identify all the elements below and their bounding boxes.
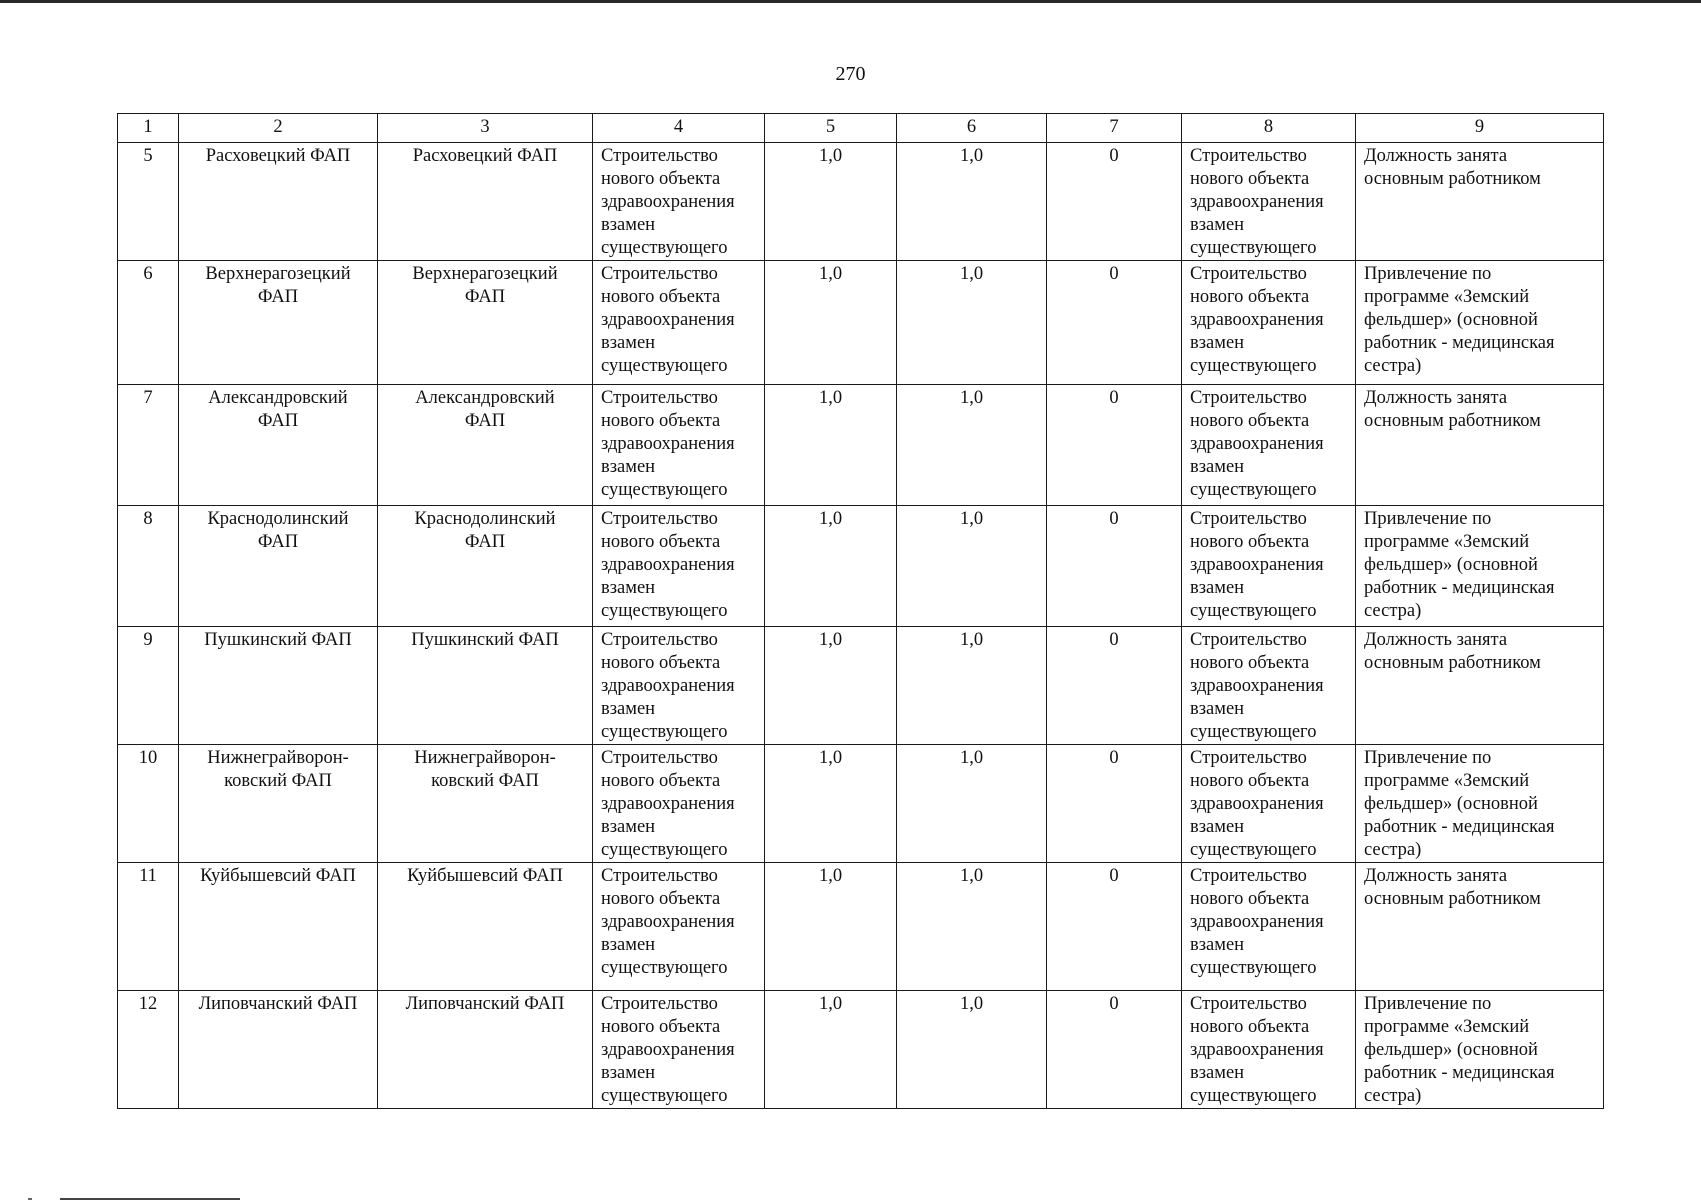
table-row — [118, 991, 1604, 1109]
name-cell — [179, 745, 378, 863]
value-cell-6 — [897, 745, 1047, 863]
row-number-cell — [118, 385, 179, 506]
facility-name: Александровский ФАП — [415, 388, 555, 431]
note-cell — [1356, 261, 1604, 385]
row-number-cell — [118, 261, 179, 385]
settlement-name: Краснодолинский ФАП — [207, 509, 349, 552]
action-text: Строительство нового объекта здравоохранения взамен существующего — [601, 264, 735, 376]
facility-name: Краснодолинский ФАП — [414, 509, 556, 552]
row-number-cell — [118, 863, 179, 991]
value-cell-5 — [765, 863, 897, 991]
plan-cell — [1182, 863, 1356, 991]
value-7: 0 — [1109, 146, 1119, 166]
action-cell — [593, 506, 765, 627]
value-cell-5 — [765, 627, 897, 745]
facility-cell — [378, 385, 593, 506]
facility-cell — [378, 745, 593, 863]
settlement-name: Куйбышевсий ФАП — [200, 866, 356, 886]
note-text: Привлечение по программе «Земский фельдшер» (основной работник - медицинская сестра) — [1364, 264, 1555, 376]
plan-text: Строительство нового объекта здравоохранения взамен существующего — [1190, 748, 1324, 860]
table-row — [118, 627, 1604, 745]
table-row — [118, 745, 1604, 863]
note-text: Должность занята основным работником — [1364, 866, 1541, 909]
settlement-name: Нижнеграйворон- ковский ФАП — [207, 748, 349, 791]
facility-cell — [378, 261, 593, 385]
action-cell — [593, 627, 765, 745]
facility-cell — [378, 506, 593, 627]
row-number-cell — [118, 143, 179, 261]
name-cell — [179, 506, 378, 627]
name-cell — [179, 991, 378, 1109]
plan-text: Строительство нового объекта здравоохранения взамен существующего — [1190, 630, 1324, 742]
value-cell-7 — [1047, 261, 1182, 385]
action-text: Строительство нового объекта здравоохранения взамен существующего — [601, 748, 735, 860]
row-number-cell — [118, 745, 179, 863]
value-cell-5 — [765, 143, 897, 261]
plan-cell — [1182, 627, 1356, 745]
note-cell — [1356, 506, 1604, 627]
column-header: 3 — [378, 114, 593, 143]
value-6: 1,0 — [959, 264, 984, 284]
facility-cell — [378, 627, 593, 745]
action-cell — [593, 745, 765, 863]
value-7: 0 — [1109, 388, 1119, 408]
note-text: Привлечение по программе «Земский фельдшер» (основной работник - медицинская сестра) — [1364, 994, 1555, 1106]
note-cell — [1356, 745, 1604, 863]
settlement-name: Александровский ФАП — [208, 388, 348, 431]
value-5: 1,0 — [818, 748, 843, 768]
note-cell — [1356, 991, 1604, 1109]
value-cell-6 — [897, 385, 1047, 506]
row-number-cell — [118, 991, 179, 1109]
value-cell-5 — [765, 385, 897, 506]
value-5: 1,0 — [818, 264, 843, 284]
value-cell-5 — [765, 261, 897, 385]
facility-cell — [378, 863, 593, 991]
facility-name: Нижнеграйворон- ковский ФАП — [414, 748, 556, 791]
facility-cell — [378, 991, 593, 1109]
plan-cell — [1182, 143, 1356, 261]
column-header: 8 — [1182, 114, 1356, 143]
settlement-name: Липовчанский ФАП — [198, 994, 358, 1014]
facility-name: Куйбышевсий ФАП — [407, 866, 563, 886]
name-cell — [179, 863, 378, 991]
note-cell — [1356, 863, 1604, 991]
table-row — [118, 863, 1604, 991]
name-cell — [179, 143, 378, 261]
plan-text: Строительство нового объекта здравоохранения взамен существующего — [1190, 264, 1324, 376]
facility-name: Пушкинский ФАП — [411, 630, 559, 650]
action-cell — [593, 385, 765, 506]
plan-cell — [1182, 506, 1356, 627]
settlement-name: Пушкинский ФАП — [204, 630, 352, 650]
value-7: 0 — [1109, 994, 1119, 1014]
settlement-name: Верхнерагозецкий ФАП — [205, 264, 351, 307]
value-cell-5 — [765, 745, 897, 863]
value-cell-7 — [1047, 991, 1182, 1109]
facilities-table — [117, 113, 1604, 1109]
value-cell-6 — [897, 627, 1047, 745]
value-5: 1,0 — [818, 509, 843, 529]
column-header: 2 — [179, 114, 378, 143]
note-text: Привлечение по программе «Земский фельдшер» (основной работник - медицинская сестра) — [1364, 509, 1555, 621]
column-header: 6 — [897, 114, 1047, 143]
facility-name: Расховецкий ФАП — [412, 146, 558, 166]
value-cell-6 — [897, 506, 1047, 627]
table-row — [118, 506, 1604, 627]
facility-name: Липовчанский ФАП — [405, 994, 565, 1014]
row-number-cell — [118, 506, 179, 627]
plan-text: Строительство нового объекта здравоохранения взамен существующего — [1190, 509, 1324, 621]
header-row — [118, 114, 1604, 143]
row-number: 10 — [138, 748, 158, 768]
action-text: Строительство нового объекта здравоохранения взамен существующего — [601, 509, 735, 621]
value-cell-5 — [765, 506, 897, 627]
value-6: 1,0 — [959, 748, 984, 768]
value-6: 1,0 — [959, 630, 984, 650]
action-cell — [593, 863, 765, 991]
note-text: Привлечение по программе «Земский фельдшер» (основной работник - медицинская сестра) — [1364, 748, 1555, 860]
value-7: 0 — [1109, 630, 1119, 650]
scan-edge — [0, 0, 1701, 3]
value-cell-7 — [1047, 745, 1182, 863]
value-5: 1,0 — [818, 866, 843, 886]
column-header: 9 — [1356, 114, 1604, 143]
table-row — [118, 385, 1604, 506]
value-cell-7 — [1047, 385, 1182, 506]
note-cell — [1356, 385, 1604, 506]
name-cell — [179, 261, 378, 385]
action-text: Строительство нового объекта здравоохранения взамен существующего — [601, 146, 735, 258]
note-cell — [1356, 627, 1604, 745]
value-cell-7 — [1047, 506, 1182, 627]
row-number: 5 — [143, 146, 153, 166]
action-cell — [593, 261, 765, 385]
value-5: 1,0 — [818, 630, 843, 650]
value-cell-7 — [1047, 863, 1182, 991]
table-row — [118, 143, 1604, 261]
value-cell-6 — [897, 143, 1047, 261]
action-text: Строительство нового объекта здравоохранения взамен существующего — [601, 630, 735, 742]
value-7: 0 — [1109, 748, 1119, 768]
row-number: 12 — [138, 994, 158, 1014]
action-text: Строительство нового объекта здравоохранения взамен существующего — [601, 866, 735, 978]
page-number: 270 — [835, 63, 866, 85]
facility-name: Верхнерагозецкий ФАП — [412, 264, 558, 307]
note-text: Должность занята основным работником — [1364, 146, 1541, 189]
value-cell-7 — [1047, 143, 1182, 261]
value-cell-6 — [897, 261, 1047, 385]
plan-text: Строительство нового объекта здравоохранения взамен существующего — [1190, 388, 1324, 500]
plan-cell — [1182, 385, 1356, 506]
name-cell — [179, 385, 378, 506]
row-number: 7 — [143, 388, 153, 408]
value-7: 0 — [1109, 509, 1119, 529]
value-6: 1,0 — [959, 509, 984, 529]
row-number: 6 — [143, 264, 153, 284]
value-cell-7 — [1047, 627, 1182, 745]
row-number: 11 — [139, 866, 157, 886]
action-cell — [593, 991, 765, 1109]
row-number-cell — [118, 627, 179, 745]
row-number: 9 — [143, 630, 153, 650]
row-number: 8 — [143, 509, 153, 529]
column-header: 7 — [1047, 114, 1182, 143]
name-cell — [179, 627, 378, 745]
value-cell-6 — [897, 991, 1047, 1109]
column-header: 1 — [118, 114, 179, 143]
value-6: 1,0 — [959, 994, 984, 1014]
column-header: 5 — [765, 114, 897, 143]
plan-cell — [1182, 991, 1356, 1109]
plan-text: Строительство нового объекта здравоохранения взамен существующего — [1190, 146, 1324, 258]
settlement-name: Расховецкий ФАП — [205, 146, 351, 166]
value-6: 1,0 — [959, 388, 984, 408]
column-header: 4 — [593, 114, 765, 143]
action-text: Строительство нового объекта здравоохранения взамен существующего — [601, 994, 735, 1106]
value-6: 1,0 — [959, 146, 984, 166]
plan-cell — [1182, 745, 1356, 863]
value-7: 0 — [1109, 264, 1119, 284]
action-text: Строительство нового объекта здравоохранения взамен существующего — [601, 388, 735, 500]
plan-cell — [1182, 261, 1356, 385]
action-cell — [593, 143, 765, 261]
note-text: Должность занята основным работником — [1364, 630, 1541, 673]
value-7: 0 — [1109, 866, 1119, 886]
plan-text: Строительство нового объекта здравоохранения взамен существующего — [1190, 994, 1324, 1106]
table-row — [118, 261, 1604, 385]
note-cell — [1356, 143, 1604, 261]
value-5: 1,0 — [818, 994, 843, 1014]
value-cell-6 — [897, 863, 1047, 991]
value-6: 1,0 — [959, 866, 984, 886]
plan-text: Строительство нового объекта здравоохранения взамен существующего — [1190, 866, 1324, 978]
value-5: 1,0 — [818, 146, 843, 166]
value-5: 1,0 — [818, 388, 843, 408]
value-cell-5 — [765, 991, 897, 1109]
note-text: Должность занята основным работником — [1364, 388, 1541, 431]
facility-cell — [378, 143, 593, 261]
